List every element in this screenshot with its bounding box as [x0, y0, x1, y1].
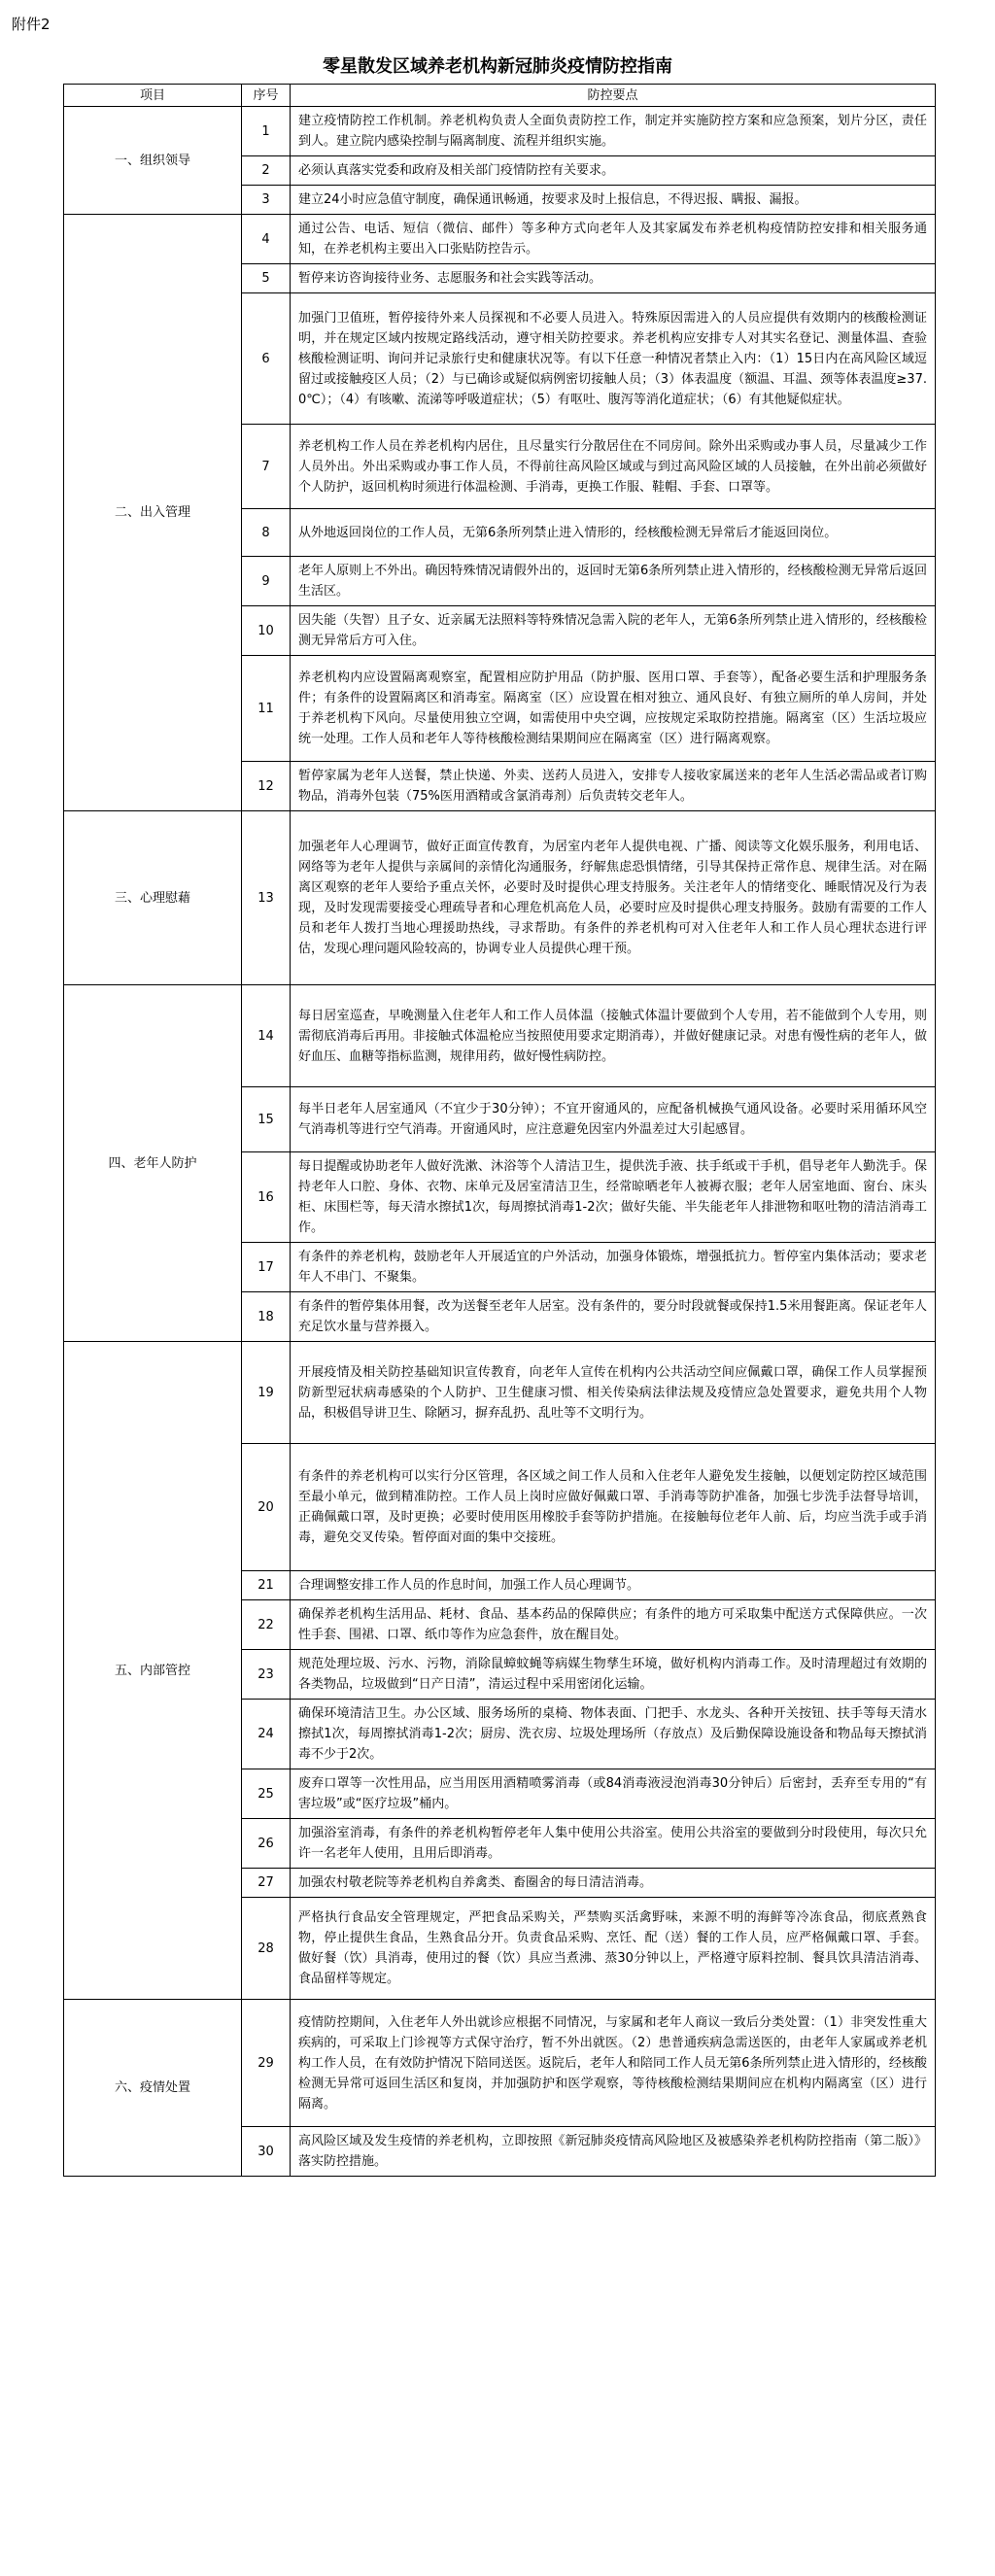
item-content: 每半日老年人居室通风（不宜少于30分钟）；不宜开窗通风的，应配备机械换气通风设备。必要时采用循环风空气消毒机等进行空气消毒。开窗通风时，应注意避免因室内外温差过大引起感冒。 [291, 1087, 936, 1152]
item-number: 26 [242, 1819, 291, 1869]
item-content: 因失能（失智）且子女、近亲属无法照料等特殊情况急需入院的老年人，无第6条所列禁止进入情形的，经核酸检测无异常后方可入住。 [291, 606, 936, 656]
item-content: 建立24小时应急值守制度，确保通讯畅通，按要求及时上报信息，不得迟报、瞒报、漏报。 [291, 186, 936, 215]
item-number: 29 [242, 2000, 291, 2127]
table-row [64, 2000, 936, 2127]
attachment-label: 附件2 [12, 16, 51, 33]
item-content: 疫情防控期间，入住老年人外出就诊应根据不同情况，与家属和老年人商议一致后分类处置：（1）非突发性重大疾病的，可采取上门诊视等方式保守治疗，暂不外出就医。（2）患普通疾病急需送医的，由老年人家属或养老机构工作人员，在有效防护情况下陪同送医。返院后，老年人和陪同工作人员无第6条所列禁止进入情形的，经核酸检测无异常可返回生活区和复岗，并加强防护和医学观察，等待核酸检测结果期间应在机构内隔离室（区）进行隔离。 [291, 2000, 936, 2127]
item-number: 7 [242, 425, 291, 509]
item-content: 合理调整安排工作人员的作息时间，加强工作人员心理调节。 [291, 1571, 936, 1600]
item-content: 确保养老机构生活用品、耗材、食品、基本药品的保障供应；有条件的地方可采取集中配送方式保障供应。一次性手套、围裙、口罩、纸巾等作为应急套件，放在醒目处。 [291, 1600, 936, 1650]
section-category: 四、老年人防护 [64, 985, 242, 1342]
item-content: 必须认真落实党委和政府及相关部门疫情防控有关要求。 [291, 156, 936, 186]
item-number: 22 [242, 1600, 291, 1650]
header-content: 防控要点 [291, 85, 936, 107]
item-content: 规范处理垃圾、污水、污物，消除鼠蟑蚊蝇等病媒生物孳生环境，做好机构内消毒工作。及时清理超过有效期的各类物品，垃圾做到“日产日清”，清运过程中采用密闭化运输。 [291, 1650, 936, 1700]
item-number: 18 [242, 1292, 291, 1342]
table-body [64, 107, 936, 2177]
section-category: 六、疫情处置 [64, 2000, 242, 2177]
item-content: 严格执行食品安全管理规定，严把食品采购关，严禁购买活禽野味，来源不明的海鲜等冷冻食品，彻底煮熟食物，停止提供生食品，生熟食品分开。负责食品采购、烹饪、配（送）餐的工作人员，应严格佩戴口罩、手套。做好餐（饮）具消毒，使用过的餐（饮）具应当煮沸、蒸30分钟以上，严格遵守原料控制、餐具饮具清洁消毒、食品留样等规定。 [291, 1898, 936, 2000]
item-content: 加强农村敬老院等养老机构自养禽类、畜圈舍的每日清洁消毒。 [291, 1869, 936, 1898]
table-header-row [64, 85, 936, 107]
item-number: 24 [242, 1700, 291, 1769]
item-number: 28 [242, 1898, 291, 2000]
item-content: 加强门卫值班，暂停接待外来人员探视和不必要人员进入。特殊原因需进入的人员应提供有效期内的核酸检测证明，并在规定区域内按规定路线活动，遵守相关防控要求。养老机构应安排专人对其实名登记、测量体温、查验核酸检测证明、询问并记录旅行史和健康状况等。有以下任意一种情况者禁止入内：（1）15日内在高风险区域逗留过或接触疫区人员；（2）与已确诊或疑似病例密切接触人员；（3）体表温度（额温、耳温、颈等体表温度≥37.0℃）；（4）有咳嗽、流涕等呼吸道症状；（5）有呕吐、腹泻等消化道症状；（6）有其他疑似症状。 [291, 293, 936, 425]
table-row [64, 811, 936, 985]
table-row [64, 215, 936, 264]
item-number: 11 [242, 656, 291, 762]
item-content: 加强老年人心理调节，做好正面宣传教育，为居室内老年人提供电视、广播、阅读等文化娱乐服务，利用电话、网络等为老年人提供与亲属间的亲情化沟通服务，纾解焦虑恐惧情绪，引导其保持正常作息、规律生活。对在隔离区观察的老年人要给予重点关怀，必要时及时提供心理支持服务。关注老年人的情绪变化、睡眠情况及行为表现，及时发现需要接受心理疏导者和心理危机高危人员，必要时应及时提供心理支持服务。鼓励有需要的工作人员和老年人拨打当地心理援助热线，寻求帮助。有条件的养老机构可对入住老年人和工作人员心理状态进行评估，发现心理问题风险较高的，协调专业人员提供心理干预。 [291, 811, 936, 985]
header-category: 项目 [64, 85, 242, 107]
section-category: 一、组织领导 [64, 107, 242, 215]
item-content: 从外地返回岗位的工作人员，无第6条所列禁止进入情形的，经核酸检测无异常后才能返回岗位。 [291, 509, 936, 557]
item-number: 25 [242, 1769, 291, 1819]
item-content: 加强浴室消毒，有条件的养老机构暂停老年人集中使用公共浴室。使用公共浴室的要做到分时段使用，每次只允许一名老年人使用，且用后即消毒。 [291, 1819, 936, 1869]
item-number: 15 [242, 1087, 291, 1152]
item-number: 16 [242, 1152, 291, 1243]
table-row [64, 107, 936, 156]
item-number: 13 [242, 811, 291, 985]
section-category: 五、内部管控 [64, 1342, 242, 2000]
table-row [64, 1342, 936, 1444]
item-number: 23 [242, 1650, 291, 1700]
item-content: 确保环境清洁卫生。办公区域、服务场所的桌椅、物体表面、门把手、水龙头、各种开关按钮、扶手等每天清水擦拭1次，每周擦拭消毒1-2次；厨房、洗衣房、垃圾处理场所（存放点）及后勤保障设施设备和物品每天擦拭消毒不少于2次。 [291, 1700, 936, 1769]
item-number: 6 [242, 293, 291, 425]
item-number: 2 [242, 156, 291, 186]
header-number: 序号 [242, 85, 291, 107]
item-number: 5 [242, 264, 291, 293]
item-number: 27 [242, 1869, 291, 1898]
item-content: 老年人原则上不外出。确因特殊情况请假外出的，返回时无第6条所列禁止进入情形的，经核酸检测无异常后返回生活区。 [291, 557, 936, 606]
item-content: 通过公告、电话、短信（微信、邮件）等多种方式向老年人及其家属发布养老机构疫情防控安排和相关服务通知，在养老机构主要出入口张贴防控告示。 [291, 215, 936, 264]
item-content: 每日居室巡查，早晚测量入住老年人和工作人员体温（接触式体温计要做到个人专用，若不能做到个人专用，则需彻底消毒后再用。非接触式体温枪应当按照使用要求定期消毒），并做好健康记录。对患有慢性病的老年人，做好血压、血糖等指标监测，规律用药，做好慢性病防控。 [291, 985, 936, 1087]
item-number: 14 [242, 985, 291, 1087]
item-number: 21 [242, 1571, 291, 1600]
item-content: 高风险区域及发生疫情的养老机构，立即按照《新冠肺炎疫情高风险地区及被感染养老机构防控指南（第二版）》落实防控措施。 [291, 2127, 936, 2177]
item-number: 19 [242, 1342, 291, 1444]
item-number: 4 [242, 215, 291, 264]
item-content: 养老机构内应设置隔离观察室，配置相应防护用品（防护服、医用口罩、手套等），配备必要生活和护理服务条件；有条件的设置隔离区和消毒室。隔离室（区）应设置在相对独立、通风良好、有独立厕所的单人房间，并处于养老机构下风向。尽量使用独立空调，如需使用中央空调，应按规定采取防控措施。隔离室（区）生活垃圾应统一处理。工作人员和老年人等待核酸检测结果期间应在隔离室（区）进行隔离观察。 [291, 656, 936, 762]
document-title: 零星散发区域养老机构新冠肺炎疫情防控指南 [323, 56, 672, 77]
item-content: 开展疫情及相关防控基础知识宣传教育，向老年人宣传在机构内公共活动空间应佩戴口罩，确保工作人员掌握预防新型冠状病毒感染的个人防护、卫生健康习惯、相关传染病法律法规及疫情应急处置要求，避免共用个人物品，积极倡导讲卫生、除陋习，摒弃乱扔、乱吐等不文明行为。 [291, 1342, 936, 1444]
item-content: 废弃口罩等一次性用品，应当用医用酒精喷雾消毒（或84消毒液浸泡消毒30分钟后）后密封，丢弃至专用的“有害垃圾”或“医疗垃圾”桶内。 [291, 1769, 936, 1819]
item-content: 每日提醒或协助老年人做好洗漱、沐浴等个人清洁卫生，提供洗手液、扶手纸或干手机，倡导老年人勤洗手。保持老年人口腔、身体、衣物、床单元及居室清洁卫生，经常晾晒老年人被褥衣服；老年人居室地面、窗台、床头柜、床围栏等，每天清水擦拭1次，每周擦拭消毒1-2次；做好失能、半失能老年人排泄物和呕吐物的清洁消毒工作。 [291, 1152, 936, 1243]
item-number: 1 [242, 107, 291, 156]
item-number: 30 [242, 2127, 291, 2177]
item-number: 10 [242, 606, 291, 656]
guide-table [63, 84, 936, 2177]
item-content: 暂停家属为老年人送餐，禁止快递、外卖、送药人员进入，安排专人接收家属送来的老年人生活必需品或者订购物品，消毒外包装（75%医用酒精或含氯消毒剂）后负责转交老年人。 [291, 762, 936, 811]
table-row [64, 985, 936, 1087]
item-number: 3 [242, 186, 291, 215]
item-number: 17 [242, 1243, 291, 1292]
item-number: 12 [242, 762, 291, 811]
section-category: 二、出入管理 [64, 215, 242, 811]
item-content: 有条件的暂停集体用餐，改为送餐至老年人居室。没有条件的，要分时段就餐或保持1.5米用餐距离。保证老年人充足饮水量与营养摄入。 [291, 1292, 936, 1342]
item-number: 20 [242, 1444, 291, 1571]
item-content: 有条件的养老机构，鼓励老年人开展适宜的户外活动，加强身体锻炼，增强抵抗力。暂停室内集体活动；要求老年人不串门、不聚集。 [291, 1243, 936, 1292]
item-content: 暂停来访咨询接待业务、志愿服务和社会实践等活动。 [291, 264, 936, 293]
item-number: 9 [242, 557, 291, 606]
item-content: 建立疫情防控工作机制。养老机构负责人全面负责防控工作，制定并实施防控方案和应急预案，划片分区，责任到人。建立院内感染控制与隔离制度、流程并组织实施。 [291, 107, 936, 156]
item-number: 8 [242, 509, 291, 557]
section-category: 三、心理慰藉 [64, 811, 242, 985]
item-content: 有条件的养老机构可以实行分区管理，各区域之间工作人员和入住老年人避免发生接触，以便划定防控区域范围至最小单元，做到精准防控。工作人员上岗时应做好佩戴口罩、手消毒等防护准备，加强七步洗手法督导培训，正确佩戴口罩，及时更换；必要时使用医用橡胶手套等防护措施。在接触每位老年人前、后，均应当洗手或手消毒，避免交叉传染。暂停面对面的集中交接班。 [291, 1444, 936, 1571]
item-content: 养老机构工作人员在养老机构内居住，且尽量实行分散居住在不同房间。除外出采购或办事人员，尽量减少工作人员外出。外出采购或办事工作人员，不得前往高风险区域或与到过高风险区域的人员接触，在外出前必须做好个人防护，返回机构时须进行体温检测、手消毒，更换工作服、鞋帽、手套、口罩等。 [291, 425, 936, 509]
